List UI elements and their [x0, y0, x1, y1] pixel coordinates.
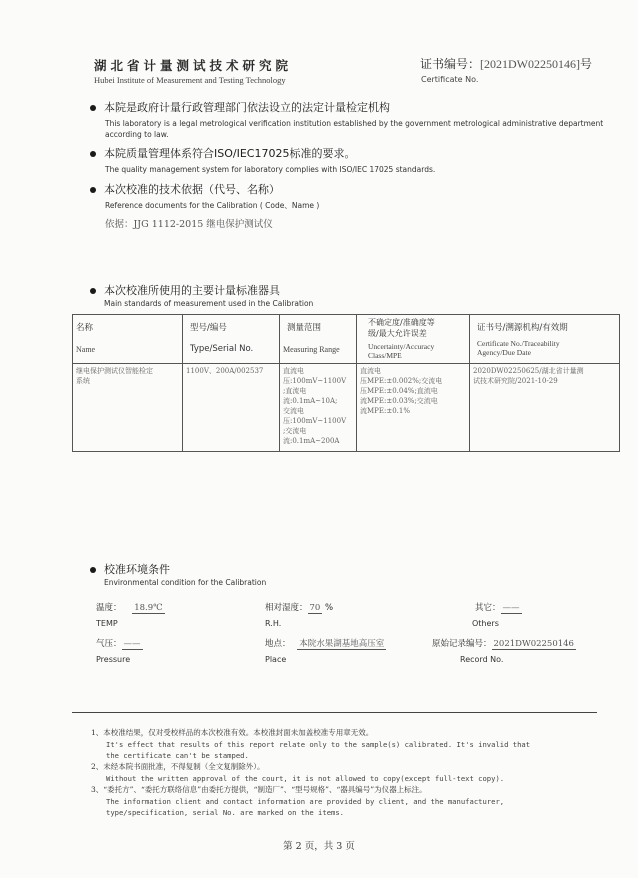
note-3-cn: 3、“委托方”、“委托方联络信息”由委托方提供，“制造厂”、“型号规格”、“器具编号”为仪器上标注。 — [91, 785, 427, 794]
cell-line: 继电保护测试仪智能检定 — [76, 367, 153, 375]
note-2-en — [106, 773, 504, 784]
note-line: the certificate can't be stamped. — [106, 751, 249, 760]
note-2-cn: 2、未经本院书面批准，不得复制（全文复制除外）。 — [91, 762, 265, 771]
page-number: 第 2 页，共 3 页 — [283, 841, 355, 852]
statement-1-en-line1: This laboratory is a legal metrological verification institution established by the government metrological administrative department — [105, 119, 604, 128]
statement-2-en: The quality management system for laboratory complies with ISO/IEC 17025 standards. — [105, 165, 436, 174]
calibration-basis: 依据：JJG 1112-2015 继电保护测试仪 — [105, 219, 273, 230]
others-en: Others — [472, 619, 499, 628]
cell-cert — [470, 364, 620, 452]
pressure — [96, 637, 143, 649]
temperature-number: 18.9 — [134, 603, 154, 613]
standards-title-en: Main standards of measurement used in the Calibration — [104, 299, 314, 308]
standards-table — [72, 314, 620, 452]
cell-mpe — [357, 364, 470, 452]
cell-line: 直流电 — [283, 367, 304, 375]
temperature-value — [132, 603, 164, 614]
header-cert-cn: 证书号/溯源机构/有效期 — [477, 323, 568, 333]
note-3-en — [106, 796, 504, 818]
cell-line: 压MPE:±0.002%;交流电 — [360, 377, 443, 385]
humidity-label: 相对湿度： — [265, 603, 308, 613]
standards-title-cn: 本次校准所使用的主要计量标准器具 — [104, 284, 280, 297]
place-label: 地点： — [265, 639, 291, 649]
notes-divider — [72, 712, 597, 713]
cell-name — [73, 364, 183, 452]
statement-3-cn: 本次校准的技术依据（代号、名称） — [104, 183, 280, 196]
table-row — [73, 364, 620, 452]
record-number — [432, 637, 576, 649]
cell-line: ;交流电 — [283, 427, 307, 435]
note-line: It's effect that results of this report relate only to the sample(s) calibrated. It's invalid that — [106, 740, 531, 749]
cell-type — [183, 364, 280, 452]
cell-line: 直流电 — [360, 367, 381, 375]
temperature — [96, 601, 165, 613]
environment-title-en: Environmental condition for the Calibration — [104, 578, 267, 587]
cell-line: 试技术研究院/2021-10-29 — [473, 377, 558, 385]
cell-range — [280, 364, 357, 452]
cert-number-value: [2021DW02250146] — [480, 57, 580, 71]
header-mpe-cn1: 不确定度/准确度等 — [368, 318, 435, 327]
humidity-value: 70 — [309, 603, 321, 613]
header-range-cn: 测量范围 — [287, 323, 322, 333]
record-value: 2021DW02250146 — [493, 639, 574, 649]
header-name-en: Name — [76, 345, 96, 354]
header-mpe-en1: Uncertainty/Accuracy — [368, 342, 435, 351]
cert-label-en: Certificate No. — [421, 75, 479, 84]
header-mpe-en2: Class/MPE — [368, 351, 402, 360]
bullet-icon — [90, 151, 96, 157]
header-type-cn: 型号/编号 — [190, 323, 227, 333]
statement-2-cn: 本院质量管理体系符合ISO/IEC17025标准的要求。 — [104, 147, 356, 160]
others-label: 其它： — [475, 603, 501, 613]
statement-1-en-line2: according to law. — [105, 130, 169, 139]
place-value: 本院水果湖基地高压室 — [299, 639, 385, 649]
note-line: Without the written approval of the court, it is not allowed to copy(except full-text copy). — [106, 774, 505, 783]
header-range-en: Measuring Range — [283, 345, 340, 354]
temperature-en: TEMP — [96, 619, 118, 628]
bullet-icon — [90, 567, 96, 573]
temperature-label: 温度： — [96, 603, 122, 613]
header-range — [280, 315, 357, 364]
others — [475, 601, 522, 613]
statement-3-en: Reference documents for the Calibration ( Code、Name ) — [105, 201, 320, 210]
place-en: Place — [265, 655, 287, 664]
header-type — [183, 315, 280, 364]
cert-suffix-cn: 号 — [580, 57, 593, 71]
header-name-cn: 名称 — [76, 323, 94, 333]
humidity-unit: % — [325, 603, 334, 613]
others-value: —— — [502, 603, 520, 613]
cell-line: 流:0.1mA~10A; — [283, 397, 338, 405]
cell-line: 流MPE:±0.03%;交流电 — [360, 397, 438, 405]
header-cert-en1: Certificate No./Traceability — [477, 339, 560, 348]
header-mpe — [357, 315, 470, 364]
pressure-en: Pressure — [96, 655, 131, 664]
place — [265, 637, 386, 649]
cell-line: 2020DW02250625/湖北省计量测 — [473, 367, 584, 375]
humidity-en: R.H. — [265, 619, 282, 628]
cell-line: 交流电 — [283, 407, 304, 415]
environment-title-cn: 校准环境条件 — [104, 563, 170, 576]
cell-line: 压:100mV~1100V — [283, 417, 347, 425]
note-line: The information client and contact information are provided by client, and the manufacturer, — [106, 797, 505, 806]
bullet-icon — [90, 105, 96, 111]
pressure-label: 气压： — [96, 639, 122, 649]
cell-line: 系统 — [76, 377, 90, 385]
header-cert-en2: Agency/Due Date — [477, 348, 531, 357]
note-line: type/specification, serial No. are marked on the items. — [106, 808, 344, 817]
certificate-number — [420, 55, 592, 72]
humidity — [265, 601, 333, 613]
cell-line: 1100V、200A/002537 — [186, 367, 264, 375]
record-en: Record No. — [460, 655, 504, 664]
cell-line: ;直流电 — [283, 387, 307, 395]
cell-line: 流MPE:±0.1% — [360, 407, 410, 415]
temperature-unit: ℃ — [153, 603, 163, 613]
header-type-en: Type/Serial No. — [190, 344, 254, 354]
header-cert — [470, 315, 620, 364]
cell-line: 压MPE:±0.04%;直流电 — [360, 387, 438, 395]
note-1-en — [106, 739, 530, 761]
note-1-cn: 1、本校准结果，仅对受校样品的本次校准有效。本校准封面未加盖校准专用章无效。 — [91, 728, 374, 737]
record-label: 原始记录编号： — [432, 639, 492, 649]
header-name — [73, 315, 183, 364]
statement-1-cn: 本院是政府计量行政管理部门依法设立的法定计量检定机构 — [104, 101, 390, 114]
cert-label-cn: 证书编号： — [420, 57, 481, 71]
table-header-row — [73, 315, 620, 364]
cell-line: 压:100mV~1100V — [283, 377, 347, 385]
pressure-value: —— — [123, 639, 141, 649]
institute-name-cn: 湖北省计量测试技术研究院 — [94, 58, 293, 73]
institute-name-en: Hubei Institute of Measurement and Testing Technology — [94, 75, 286, 85]
statement-1-en — [105, 118, 605, 140]
bullet-icon — [90, 187, 96, 193]
header-mpe-cn2: 级/最大允许误差 — [368, 329, 427, 338]
cell-line: 流:0.1mA~200A — [283, 437, 340, 445]
bullet-icon — [90, 288, 96, 294]
